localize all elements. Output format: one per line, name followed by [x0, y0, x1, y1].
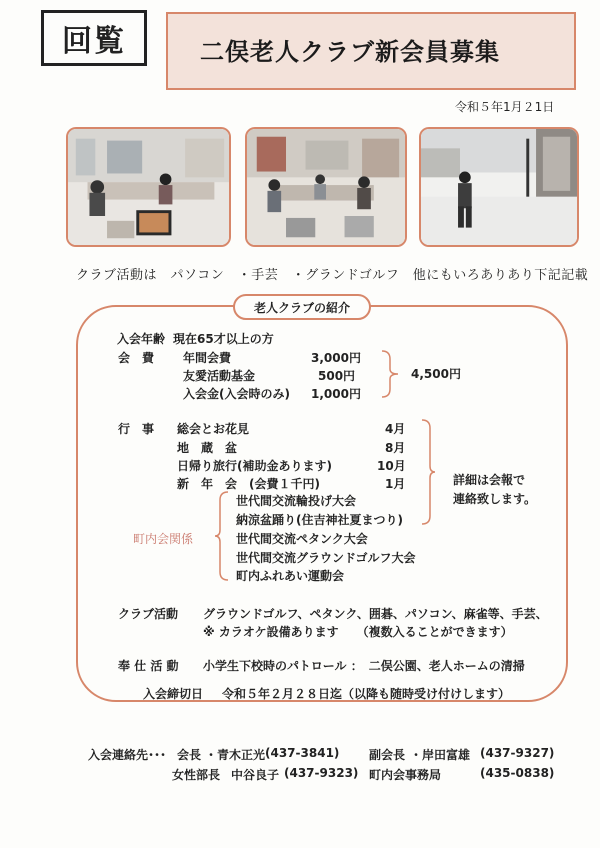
event-jizobon: 地 蔵 盆	[177, 441, 238, 455]
event-trip: 日帰り旅行(補助金あります)	[177, 459, 332, 473]
club-line-1: グラウンドゴルフ、ペタンク、囲碁、パソコン、麻雀等、手芸、	[203, 607, 548, 621]
town-event-bon-odori: 納涼盆踊り(住吉神社夏まつり)	[236, 513, 403, 527]
fee-entry-label: 入会金(入会時のみ)	[183, 387, 290, 401]
event-trip-month: 10月	[377, 459, 406, 473]
town-event-ground-golf: 世代間交流グラウンドゴルフ大会	[236, 551, 416, 565]
event-hanami: 総会とお花見	[177, 422, 250, 436]
event-newyear-month: 1月	[385, 477, 406, 491]
contact-women-phone: (437-9323)	[284, 766, 359, 780]
fee-brace	[380, 349, 400, 399]
town-brace	[214, 490, 230, 582]
event-hanami-month: 4月	[385, 422, 406, 436]
contact-president-name: ・青木正光	[205, 748, 266, 762]
details-brace	[420, 418, 436, 526]
town-event-wanage: 世代間交流輪投げ大会	[236, 494, 357, 508]
fee-fund-amount: 500円	[318, 369, 356, 383]
deadline-label: 入会締切日	[143, 687, 204, 701]
club-label: クラブ活動	[118, 607, 179, 621]
fee-annual-amount: 3,000円	[311, 351, 361, 365]
fee-label: 会 費	[118, 351, 155, 365]
contact-vice-phone: (437-9327)	[480, 746, 555, 760]
ground-golf-photo	[419, 127, 579, 247]
town-label: 町内会関係	[133, 532, 194, 546]
fee-annual-label: 年間会費	[183, 351, 232, 365]
contact-president-role: 会長	[177, 748, 202, 762]
contact-president-phone: (437-3841)	[265, 746, 340, 760]
fee-fund-label: 友愛活動基金	[183, 369, 256, 383]
fee-entry-amount: 1,000円	[311, 387, 361, 401]
contact-label: 入会連絡先･･･	[88, 748, 167, 762]
town-event-sports-day: 町内ふれあい運動会	[236, 569, 345, 583]
meeting-room-photo	[245, 127, 407, 247]
service-label: 奉 仕 活 動	[118, 659, 179, 673]
fee-total: 4,500円	[411, 367, 461, 381]
deadline-text: 令和５年２月２８日迄（以降も随時受け付けします）	[222, 687, 511, 701]
contact-vice-role: 副会長	[369, 748, 406, 762]
kairan-label: 回覧	[41, 10, 147, 66]
service-text: 小学生下校時のパトロール ： 二俣公園、老人ホームの清掃	[203, 659, 525, 673]
event-newyear: 新 年 会 (会費１千円)	[177, 477, 320, 491]
details-note-2: 連絡致します。	[453, 492, 537, 506]
age-label: 入会年齢	[117, 332, 166, 346]
contact-vice-name: ・岸田富雄	[410, 748, 471, 762]
contact-office-role: 町内会事務局	[369, 768, 442, 782]
activities-summary: クラブ活動は パソコン ・手芸 ・グランドゴルフ 他にもいろありあり下記記載	[76, 268, 589, 283]
contact-women-role: 女性部長	[172, 768, 221, 782]
contact-office-phone: (435-0838)	[480, 766, 555, 780]
town-event-petanque: 世代間交流ペタンク大会	[236, 532, 368, 546]
intro-title: 老人クラブの紹介	[233, 294, 371, 320]
computer-room-photo	[66, 127, 231, 247]
club-line-2: ※ カラオケ設備あります （複数入ることができます）	[203, 625, 513, 639]
page-title: 二俣老人クラブ新会員募集	[200, 38, 500, 66]
issue-date: 令和５年1月２1日	[455, 100, 555, 114]
age-value: 現在65才以上の方	[173, 332, 274, 346]
contact-women-name: 中谷良子	[231, 768, 280, 782]
events-label: 行 事	[118, 422, 155, 436]
details-note-1: 詳細は会報で	[453, 473, 526, 487]
event-jizobon-month: 8月	[385, 441, 406, 455]
